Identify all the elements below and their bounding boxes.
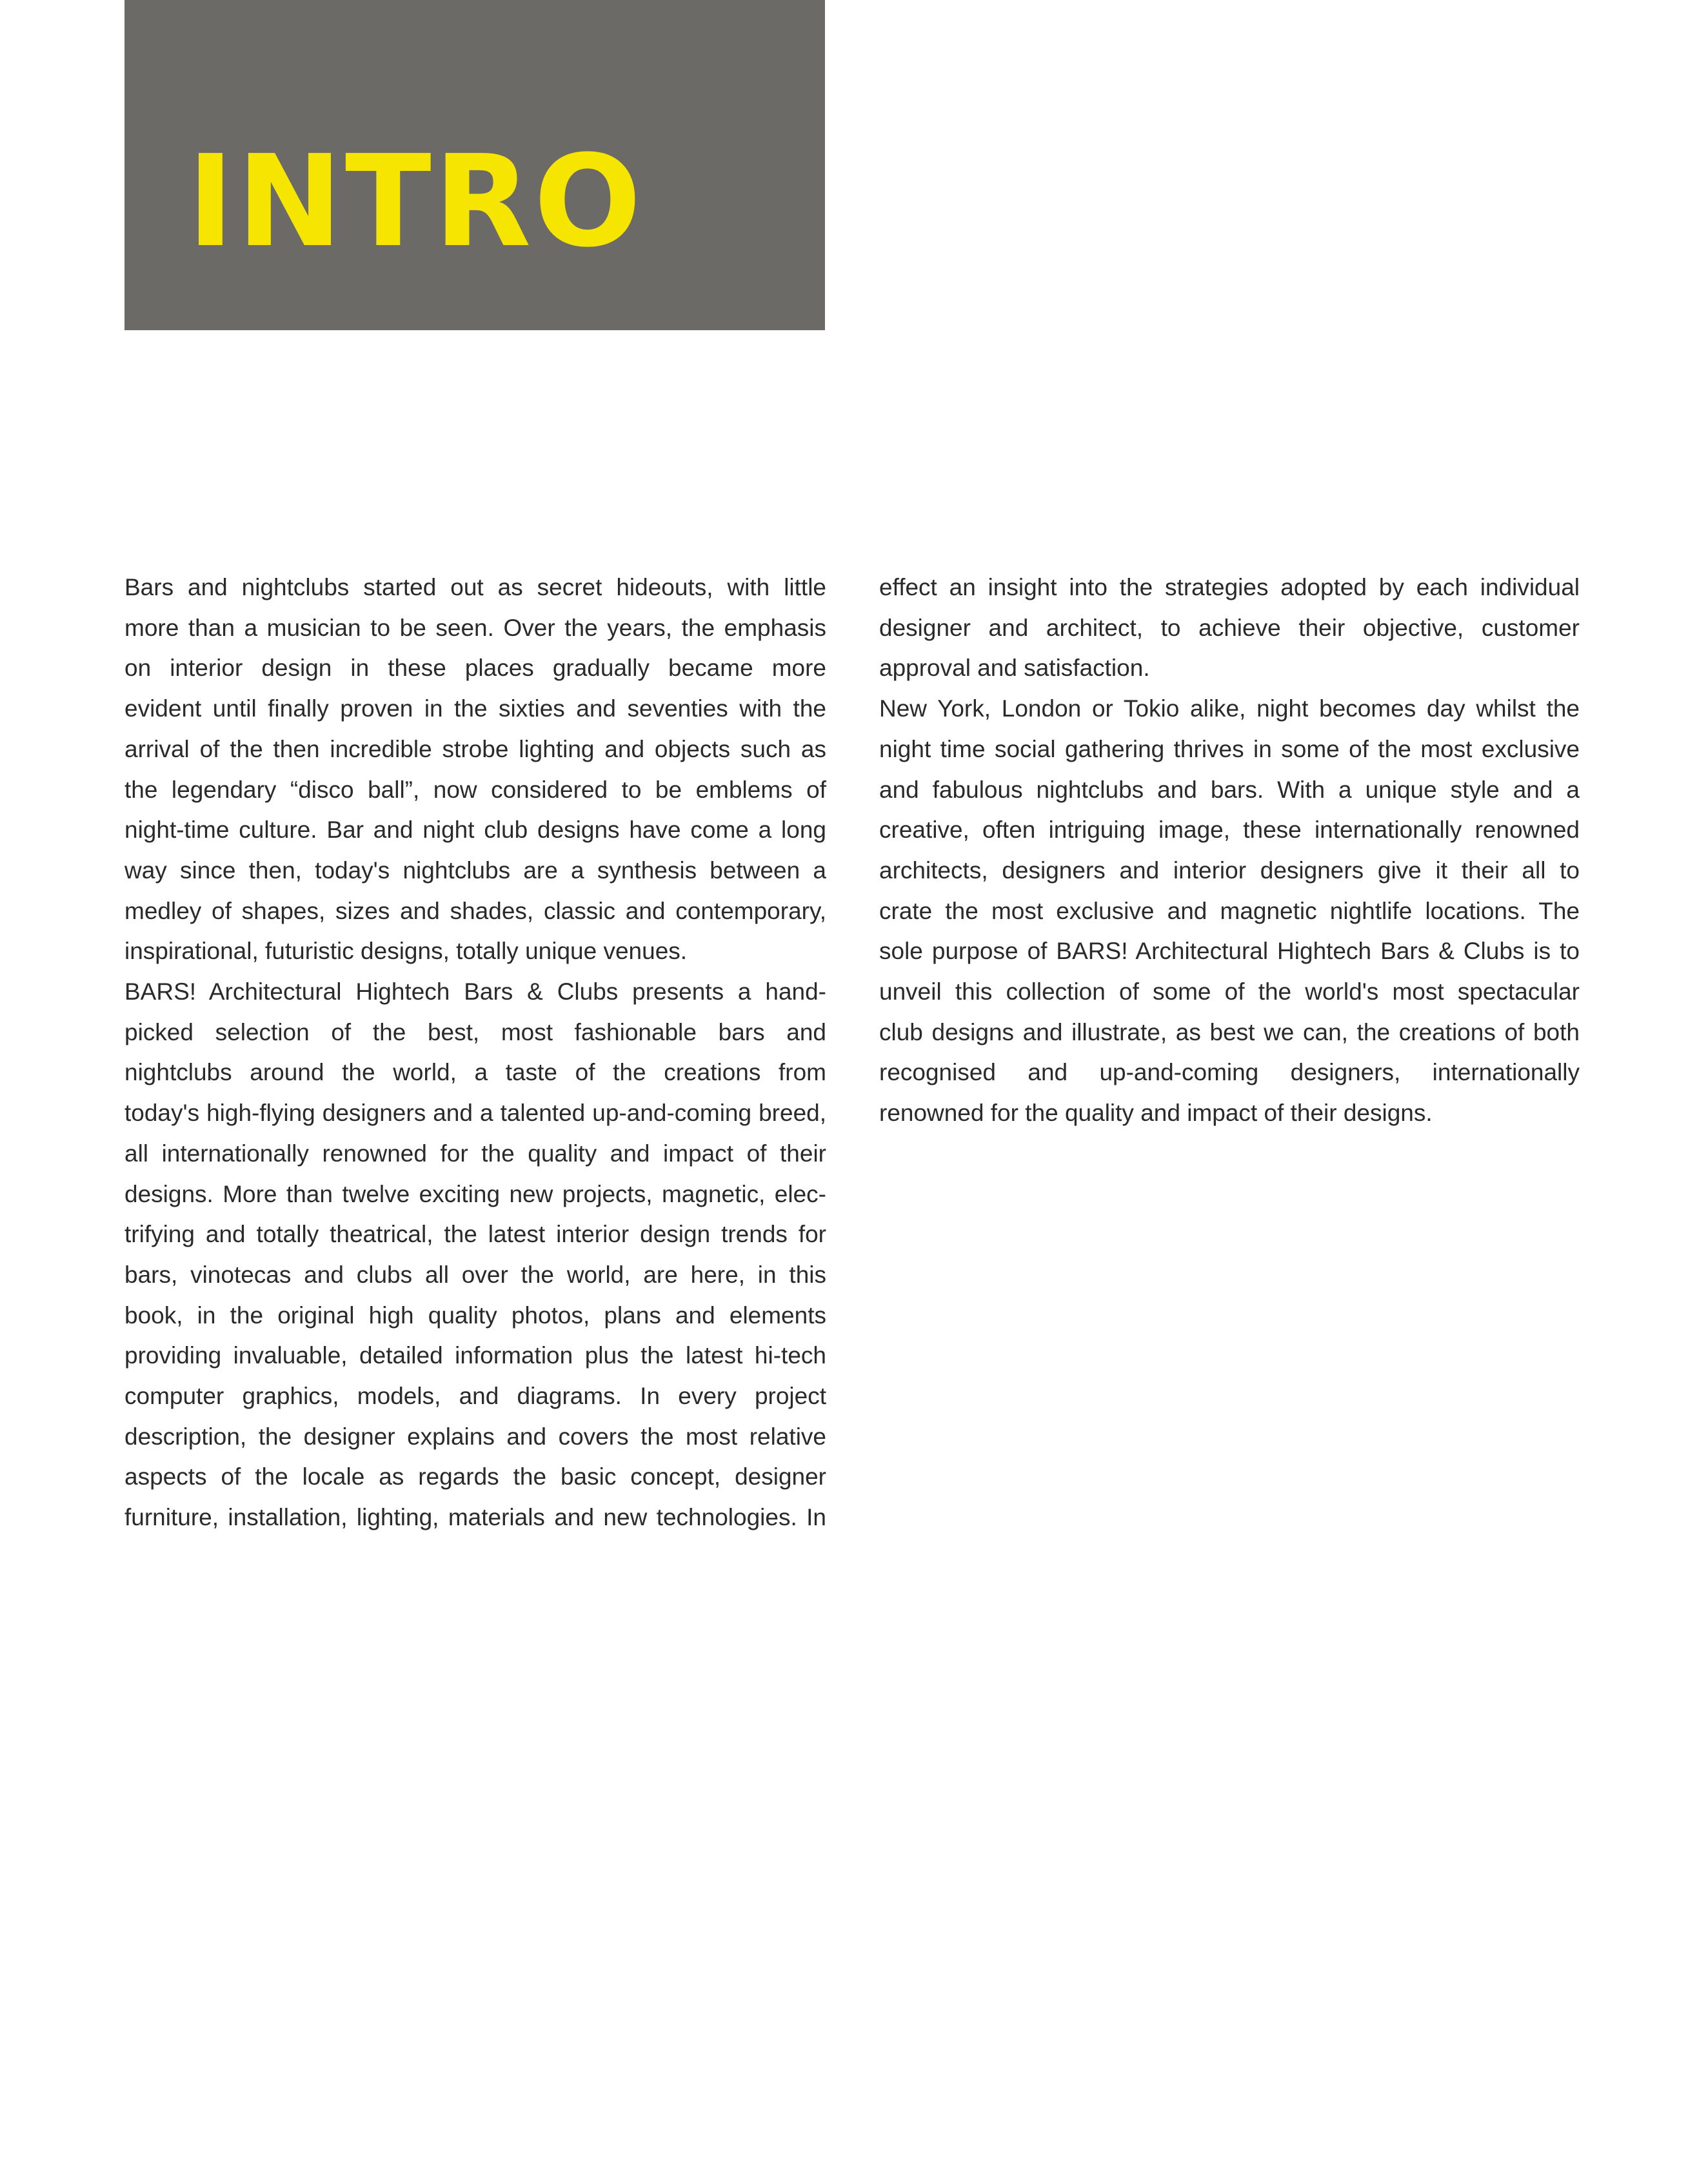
text-line: effect an insight into the strategies adopted by each individual [879,574,1580,600]
paragraph-continuation [879,568,1580,689]
text-line: trifying and totally theatrical, the latest interior design trends for [124,1221,826,1248]
text-line: book, in the original high quality photos, plans and elements [124,1301,826,1329]
paragraph-book-overview [124,972,826,1538]
text-line: creative, often intriguing image, these internationally renowned [879,816,1580,844]
text-line: designer and architect, to achieve their objective, customer [879,614,1580,641]
text-line: more than a musician to be seen. Over the years, the emphasis [124,614,826,641]
text-column-right [879,568,1580,1134]
text-line: arrival of the then incredible strobe lighting and objects such as [124,735,826,762]
text-line: bars, vinotecas and clubs all over the world, are here, in this [124,1261,826,1288]
text-line: unveil this collection of some of the world's most spectacular [879,978,1580,1005]
text-line: recognised and up-and-coming designers, internationally [879,1059,1580,1086]
text-line: on interior design in these places gradually became more [124,655,826,682]
text-line: architects, designers and interior designers give it their all to [879,856,1580,884]
text-line: aspects of the locale as regards the basic concept, designer [124,1463,826,1490]
text-line: night time social gathering thrives in some of the most exclusive [879,735,1580,762]
text-line: the legendary “disco ball”, now considered to be emblems of [124,776,826,803]
page-title: INTRO [187,128,644,275]
paragraph-nightlife [879,689,1580,1134]
text-line: approval and satisfaction. [879,655,1150,682]
text-line: furniture, installation, lighting, materials and new technologies. In [124,1504,826,1531]
text-line: Bars and nightclubs started out as secret hideouts, with little [124,574,826,600]
text-line: providing invaluable, detailed information plus the latest hi-tech [124,1342,826,1369]
text-line: club designs and illustrate, as best we can, the creations of both [879,1018,1580,1045]
text-line: sole purpose of BARS! Architectural Hightech Bars & Clubs is to [879,938,1580,965]
text-line: renowned for the quality and impact of their designs. [879,1100,1433,1127]
text-line: way since then, today's nightclubs are a synthesis between a [124,856,826,884]
text-line: description, the designer explains and covers the most relative [124,1423,826,1450]
text-line: computer graphics, models, and diagrams. In every project [124,1383,826,1410]
text-line: picked selection of the best, most fashionable bars and [124,1018,826,1045]
text-line: and fabulous nightclubs and bars. With a unique style and a [879,776,1580,803]
text-line: designs. More than twelve exciting new projects, magnetic, elec- [124,1180,826,1207]
text-line: all internationally renowned for the quality and impact of their [124,1140,826,1167]
text-line: crate the most exclusive and magnetic nightlife locations. The [879,897,1580,924]
text-line: evident until finally proven in the sixties and seventies with the [124,695,826,722]
text-line: nightclubs around the world, a taste of the creations from [124,1059,826,1086]
text-line: inspirational, futuristic designs, totally unique venues. [124,938,688,965]
text-line: New York, London or Tokio alike, night becomes day whilst the [879,695,1580,722]
text-line: medley of shapes, sizes and shades, classic and contemporary, [124,897,826,924]
text-line: night-time culture. Bar and night club designs have come a long [124,816,826,844]
text-column-left [124,568,826,1538]
text-line: BARS! Architectural Hightech Bars & Clubs presents a hand- [124,978,826,1005]
paragraph-origins [124,568,826,972]
text-line: today's high-flying designers and a talented up-and-coming breed, [124,1100,826,1127]
